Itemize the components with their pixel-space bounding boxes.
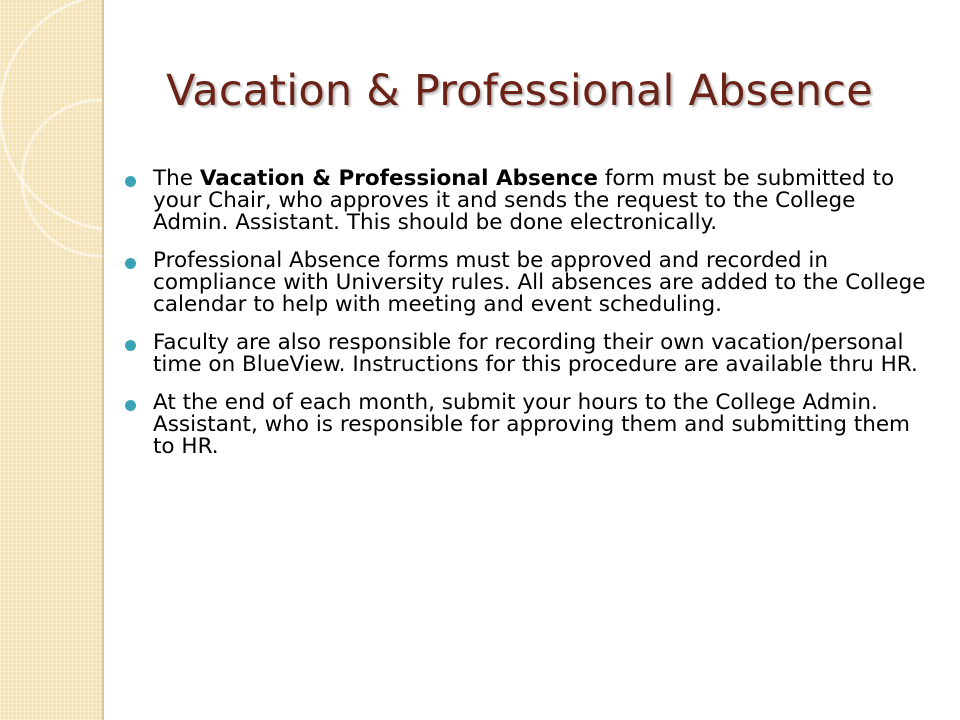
decorative-rings [0,0,104,720]
bullet-text: At the end of each month, submit your hours to the College Admin. Assistant, who is responsible for approving them and submitting them to HR. [153,390,911,459]
bullet-text-bold: Vacation & Professional Absence [199,166,599,191]
bullet-text: Professional Absence forms must be approved and recorded in compliance with University rules. All absences are added to the College calendar to help with meeting and event scheduling. [153,248,926,317]
bullet-dot-icon [125,400,136,411]
bullet-text: Faculty are also responsible for recording their own vacation/personal time on BlueView. Instructions for this procedure are available thru HR. [153,330,918,377]
bullet-item [125,332,931,376]
bullet-text-pre: The [153,166,200,191]
bullet-item [125,392,931,458]
bullet-item [125,168,931,234]
bullet-dot-icon [125,258,136,269]
bullet-item [125,250,931,316]
bullet-dot-icon [125,176,136,187]
bullet-text-post: form must be submitted to your Chair, who approves it and sends the request to the College Admin. Assistant. This should be done electronically. [153,166,895,235]
bullet-dot-icon [125,340,136,351]
slide-title: Vacation & Professional Absence [166,66,873,116]
bullet-list [125,168,931,474]
decorative-side-band [0,0,104,720]
